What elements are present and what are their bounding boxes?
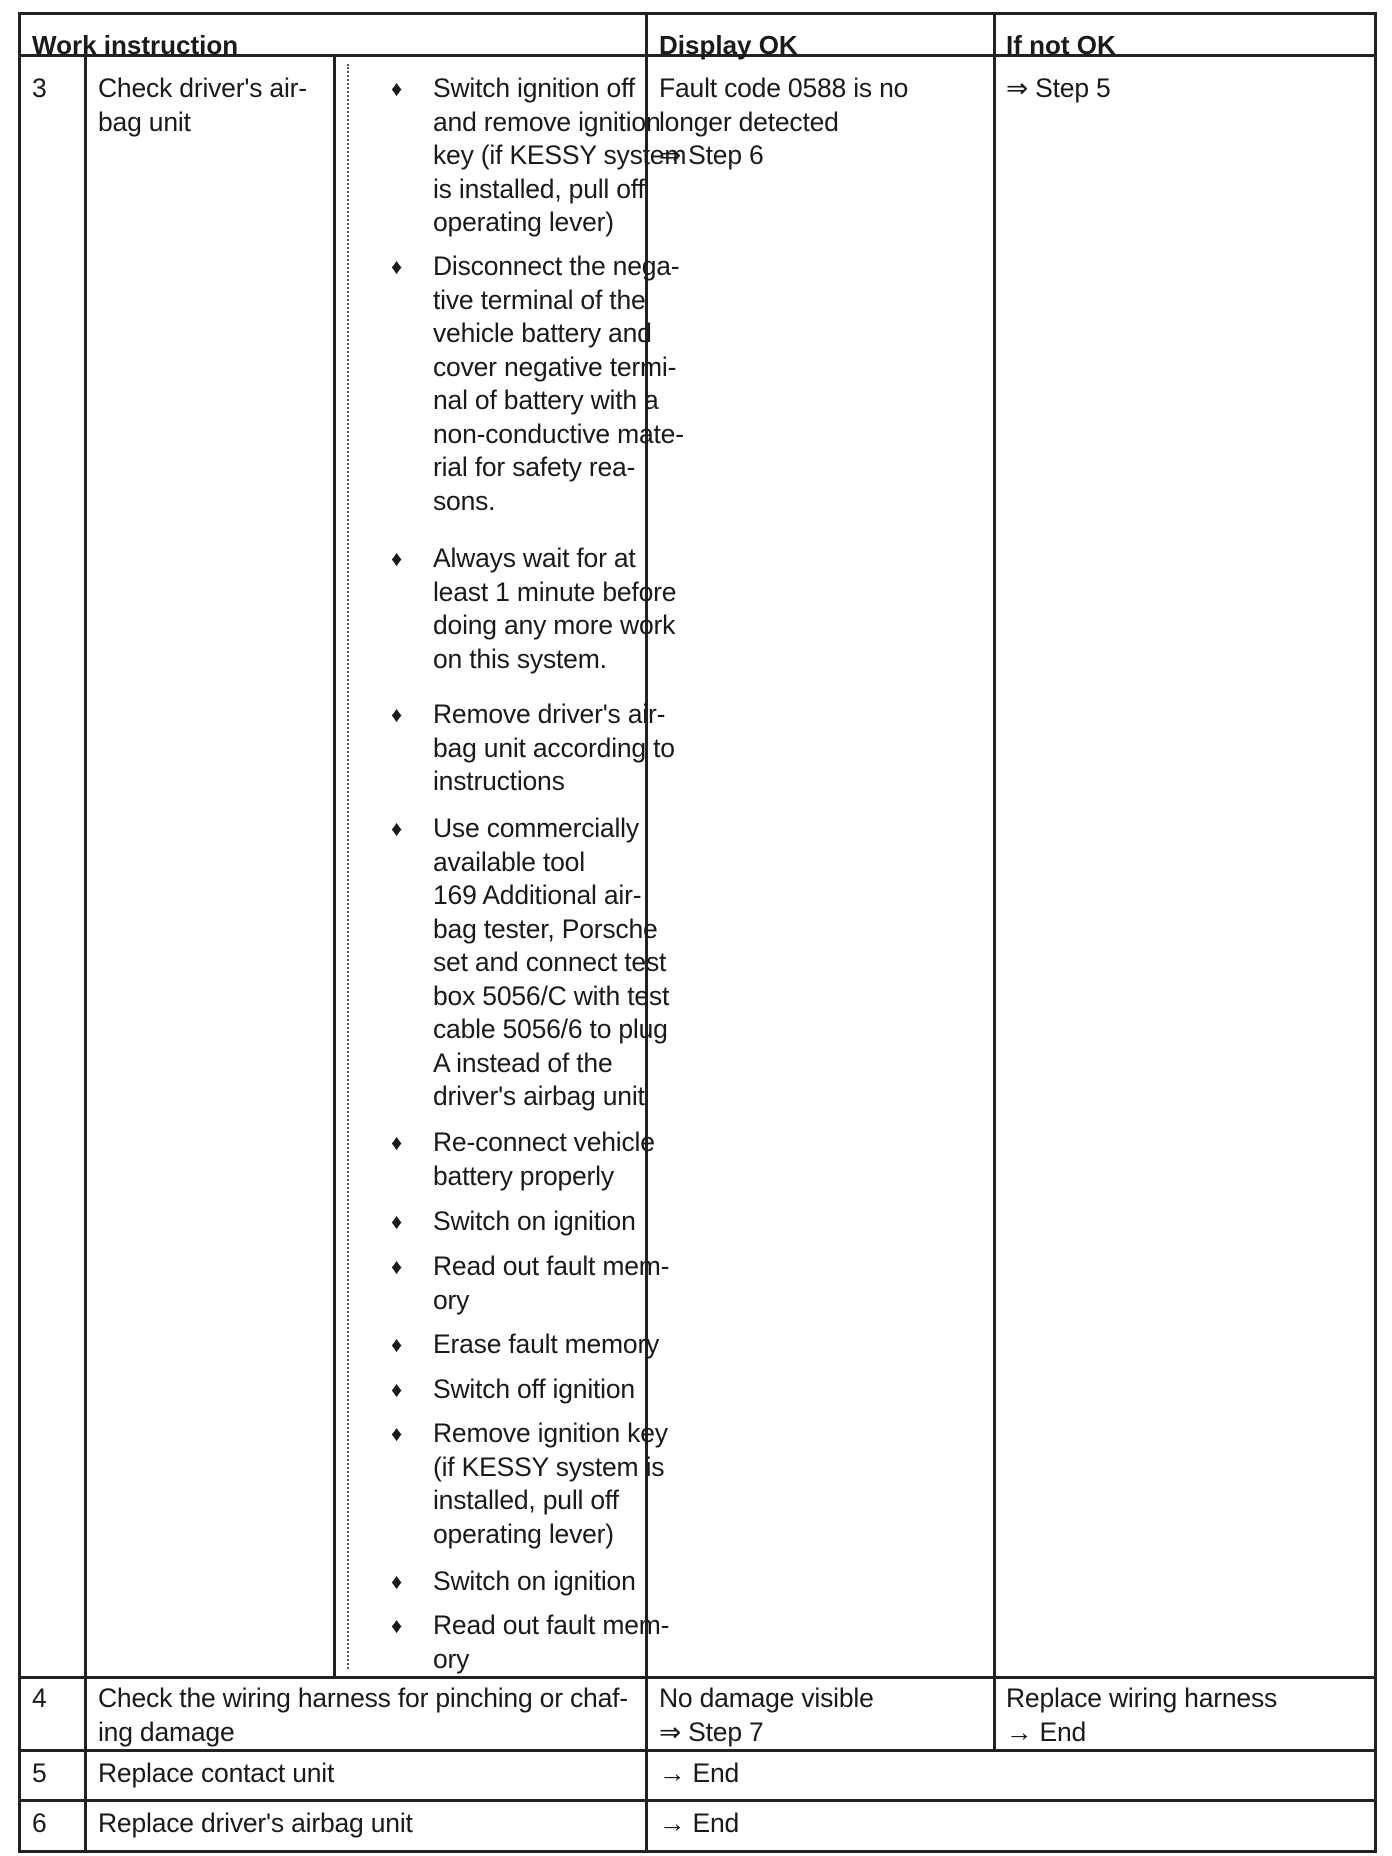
step-number: 4: [32, 1683, 47, 1713]
diamond-bullet-icon: ♦: [391, 76, 403, 101]
diamond-bullet-icon: ♦: [391, 1613, 403, 1638]
diamond-bullet-icon: ♦: [391, 254, 403, 279]
bullet-text: Disconnect the nega- tive terminal of the vehicle battery and cover negative termi- nal of battery with a non-conductive mate- rial for safety rea- sons.: [433, 251, 684, 516]
rule-row5: [18, 1799, 1377, 1802]
step-title: Check driver's air- bag unit: [98, 73, 307, 137]
display-ok-text: Fault code 0588 is no longer detected ⇒ Step 6: [659, 73, 909, 170]
diamond-bullet-icon: ♦: [391, 1569, 403, 1594]
bullet-text: Erase fault memory: [433, 1329, 660, 1359]
diamond-bullet-icon: ♦: [391, 1332, 403, 1357]
bullet-text: Switch on ignition: [433, 1206, 636, 1236]
diamond-bullet-icon: ♦: [391, 1209, 403, 1234]
work-instruction-table: [18, 12, 1377, 1854]
header-if-not-ok: If not OK: [1006, 30, 1116, 60]
rule-row4: [18, 1749, 1377, 1752]
diamond-bullet-icon: ♦: [391, 1377, 403, 1402]
diamond-bullet-icon: ♦: [391, 1421, 403, 1446]
bullet-text: Switch ignition off and remove ignition key (if KESSY system is installed, pull off operating lever): [433, 73, 687, 237]
bullet-text: Always wait for at least 1 minute before doing any more work on this system.: [433, 543, 677, 674]
step-number: 5: [32, 1758, 47, 1788]
result-text: → End: [659, 1808, 740, 1838]
step-title: Check the wiring harness for pinching or chaf- ing damage: [98, 1683, 628, 1747]
step-number: 3: [32, 73, 47, 103]
bullet-text: Switch on ignition: [433, 1566, 636, 1596]
header-display-ok: Display OK: [659, 30, 798, 60]
rule-bottom: [18, 1850, 1377, 1853]
rule-notok-col: [993, 12, 996, 1752]
diamond-bullet-icon: ♦: [391, 816, 403, 841]
rule-right: [1374, 12, 1377, 1853]
bullet-text: Switch off ignition: [433, 1374, 635, 1404]
rule-bullets-col: [333, 55, 336, 1677]
diamond-bullet-icon: ♦: [391, 702, 403, 727]
bullet-text: Remove driver's air- bag unit according to instructions: [433, 699, 675, 796]
step-title: Replace driver's airbag unit: [98, 1808, 413, 1838]
if-not-ok-text: Replace wiring harness → End: [1006, 1683, 1278, 1747]
rule-row3: [18, 1676, 1377, 1679]
bullet-text: Use commercially available tool 169 Additional air- bag tester, Porsche set and connect test box 5056/C with test cable 5056/6 to plug A instead of the driver's airbag unit: [433, 813, 670, 1111]
bullet-text: Read out fault mem- ory: [433, 1610, 670, 1674]
diamond-bullet-icon: ♦: [391, 1130, 403, 1155]
rule-step-col: [84, 55, 87, 1853]
step-title: Replace contact unit: [98, 1758, 335, 1788]
rule-left: [18, 12, 21, 1853]
rule-top: [18, 12, 1377, 15]
step-number: 6: [32, 1808, 47, 1838]
bullet-text: Remove ignition key (if KESSY system is installed, pull off operating lever): [433, 1418, 668, 1549]
bullet-text: Re-connect vehicle battery properly: [433, 1127, 655, 1191]
bullet-text: Read out fault mem- ory: [433, 1251, 670, 1315]
result-text: → End: [659, 1758, 740, 1788]
header-work-instruction: Work instruction: [32, 30, 239, 60]
bullet-separator: [347, 64, 349, 1669]
diamond-bullet-icon: ♦: [391, 546, 403, 571]
display-ok-text: No damage visible ⇒ Step 7: [659, 1683, 874, 1747]
if-not-ok-text: ⇒ Step 5: [1006, 73, 1111, 103]
diamond-bullet-icon: ♦: [391, 1254, 403, 1279]
